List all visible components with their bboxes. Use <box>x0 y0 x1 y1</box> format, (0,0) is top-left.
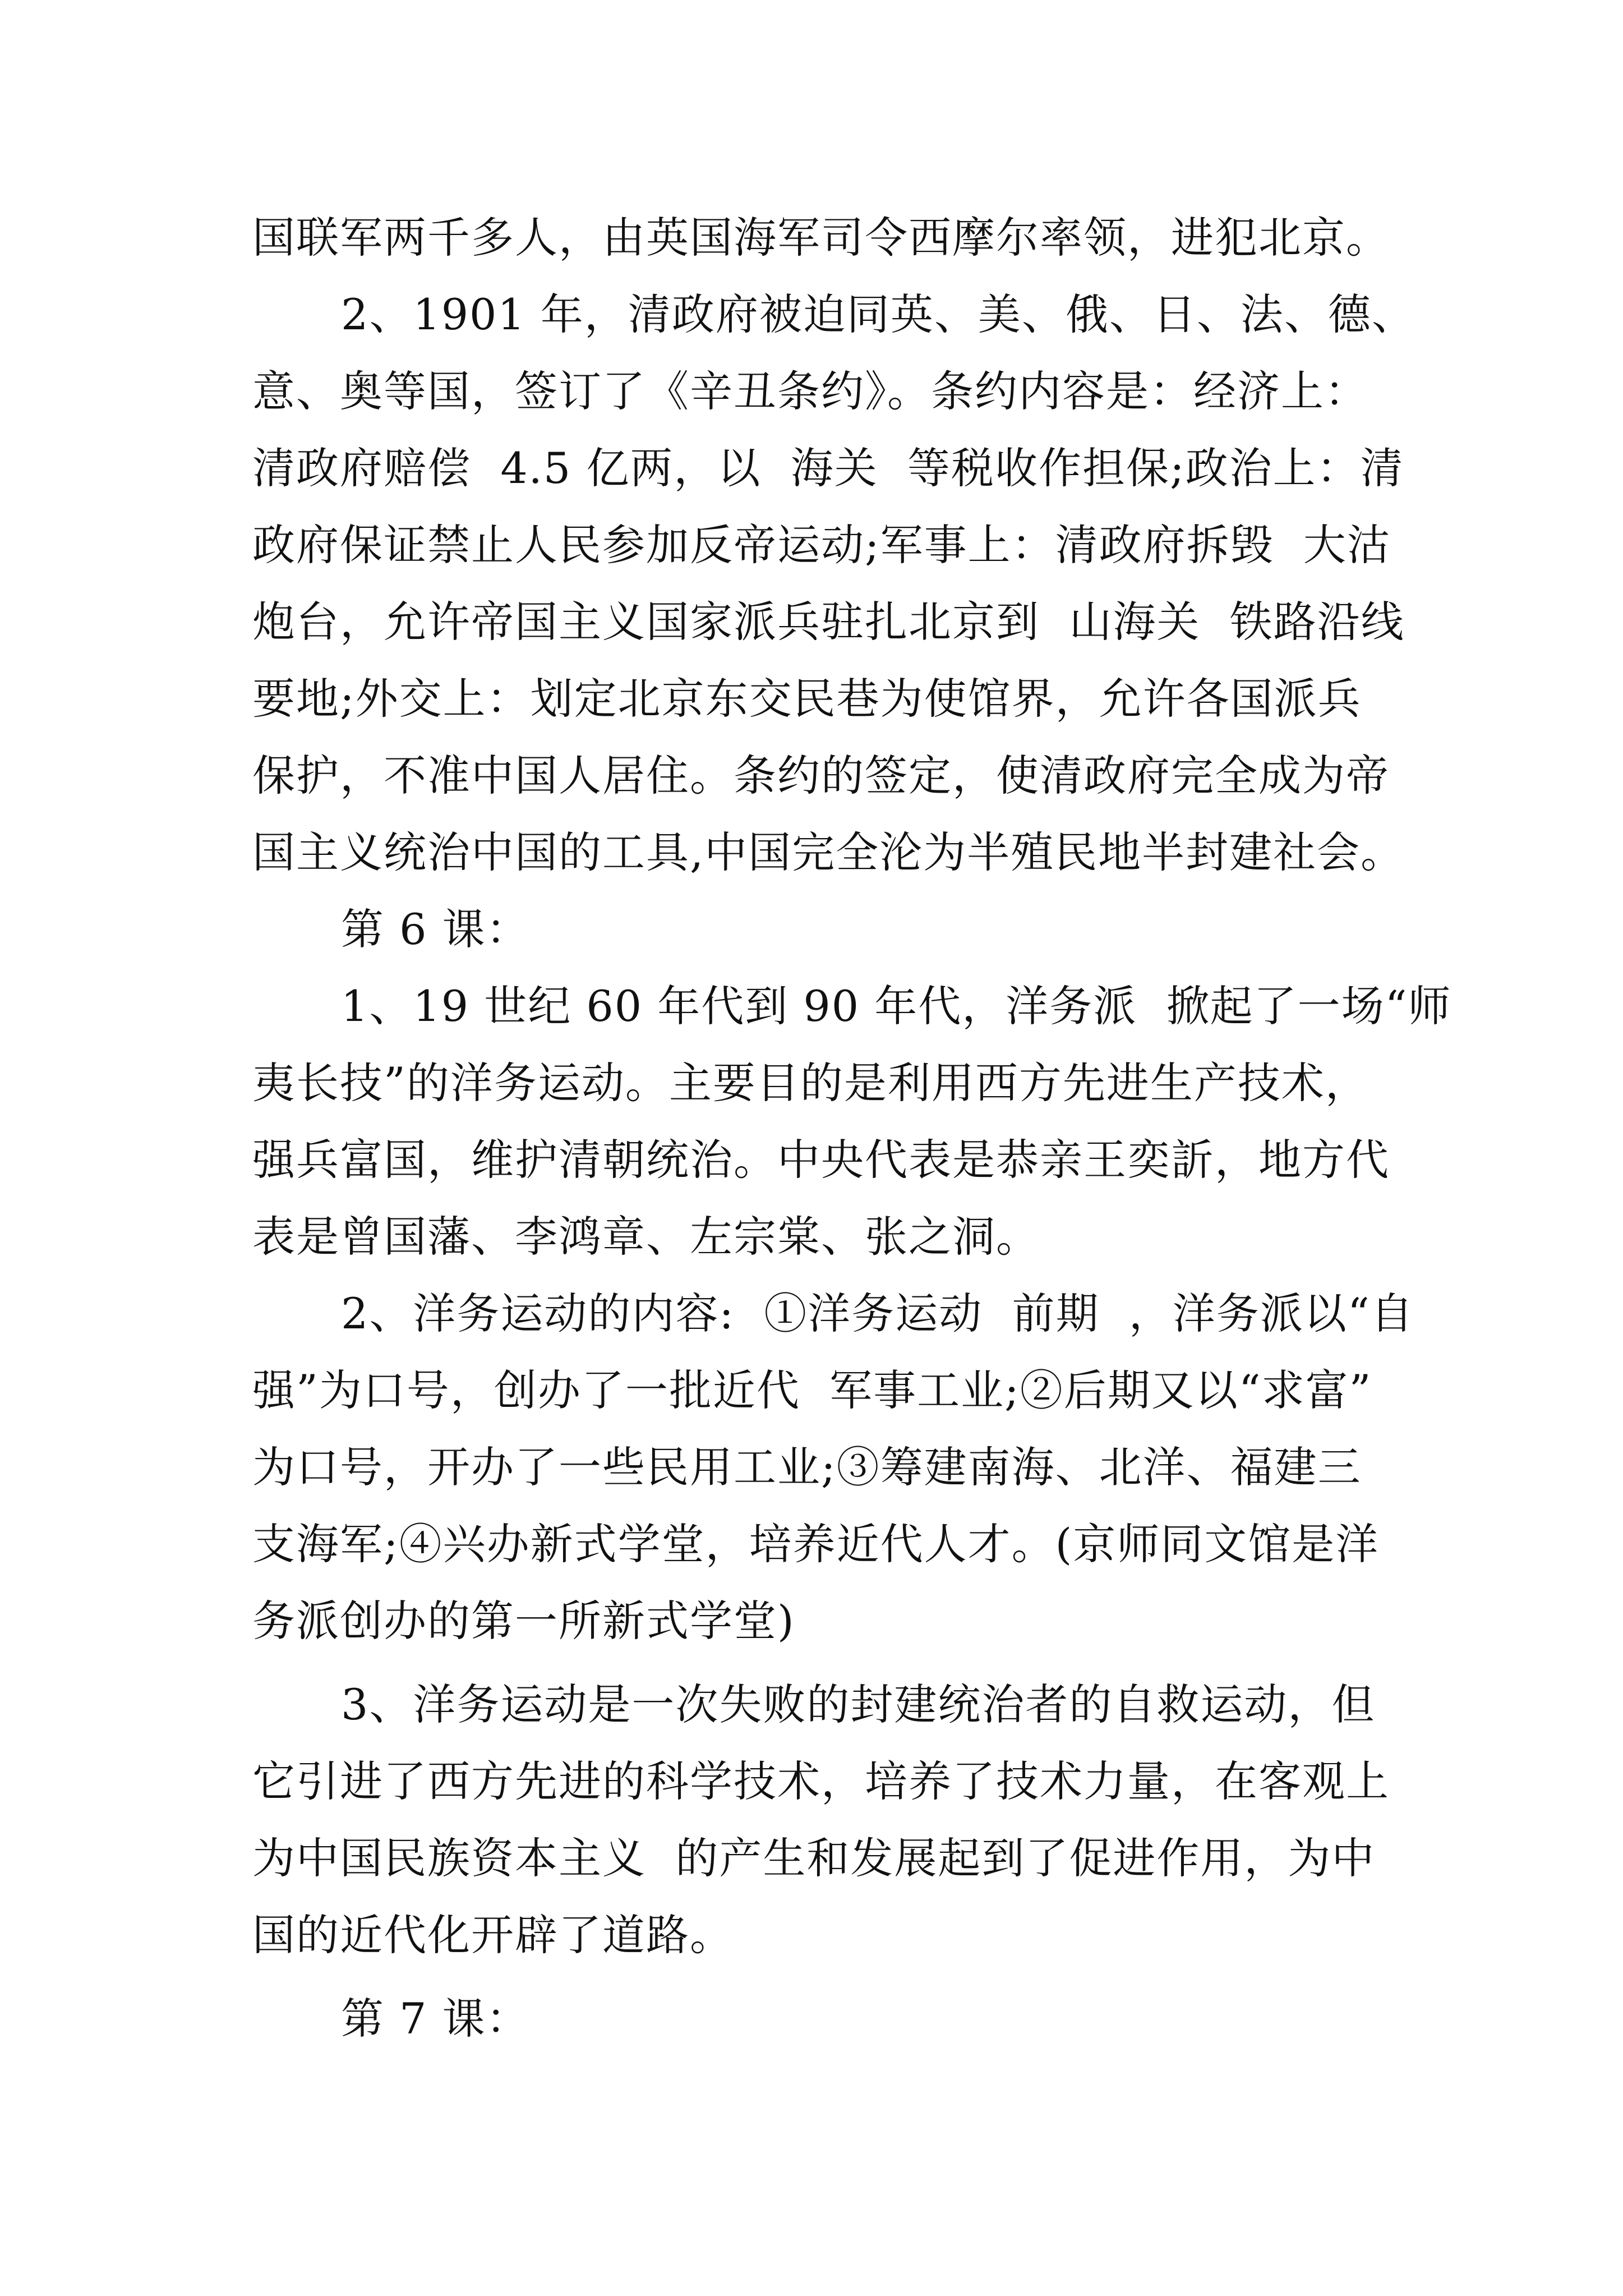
text-line: 意、奥等国，签订了《辛丑条约》。条约内容是：经济上： <box>252 366 1368 416</box>
section-heading: 第 7 课： <box>341 1994 530 2044</box>
text-line: 它引进了西方先进的科学技术，培养了技术力量，在客观上 <box>252 1756 1390 1806</box>
text-line: 2、洋务运动的内容: ①洋务运动 前期 ，洋务派以“自 <box>341 1289 1414 1338</box>
text-line: 国联军两千多人，由英国海军司令西摩尔率领，进犯北京。 <box>252 213 1390 263</box>
text-line: 强”为口号，创办了一批近代 军事工业;②后期又以“求富” <box>252 1365 1372 1415</box>
document-body <box>252 199 1452 2057</box>
text-line: 2、1901 年，清政府被迫同英、美、俄、日、法、德、 <box>341 289 1415 339</box>
text-line: 政府保证禁止人民参加反帝运动;军事上：清政府拆毁 大沽 <box>252 520 1391 570</box>
text-line: 表是曾国藩、李鸿章、左宗棠、张之洞。 <box>252 1212 1040 1262</box>
text-line: 炮台，允许帝国主义国家派兵驻扎北京到 山海关 铁路沿线 <box>252 597 1405 647</box>
text-line: 为中国民族资本主义 的产生和发展起到了促进作用，为中 <box>252 1833 1376 1883</box>
text-line: 务派创办的第一所新式学堂) <box>252 1596 795 1646</box>
text-line: 强兵富国，维护清朝统治。中央代表是恭亲王奕訢，地方代 <box>252 1135 1390 1185</box>
text-line: 要地;外交上：划定北京东交民巷为使馆界，允许各国派兵 <box>252 674 1362 724</box>
section-heading: 第 6 课： <box>341 904 530 954</box>
text-line: 3、洋务运动是一次失败的封建统治者的自救运动，但 <box>341 1680 1376 1729</box>
text-line: 为口号，开办了一些民用工业;③筹建南海、北洋、福建三 <box>252 1442 1362 1492</box>
text-line: 保护，不准中国人居住。条约的签定，使清政府完全成为帝 <box>252 751 1390 800</box>
text-line: 国主义统治中国的工具,中国完全沦为半殖民地半封建社会。 <box>252 827 1405 877</box>
text-line: 清政府赔偿 4.5 亿两，以 海关 等税收作担保;政治上：清 <box>252 443 1404 493</box>
text-line: 1、19 世纪 60 年代到 90 年代，洋务派 掀起了一场“师 <box>341 981 1452 1031</box>
text-line: 夷长技”的洋务运动。主要目的是利用西方先进生产技术， <box>252 1058 1369 1108</box>
text-line: 国的近代化开辟了道路。 <box>252 1910 734 1960</box>
text-line: 支海军;④兴办新式学堂，培养近代人才。(京师同文馆是洋 <box>252 1519 1380 1569</box>
